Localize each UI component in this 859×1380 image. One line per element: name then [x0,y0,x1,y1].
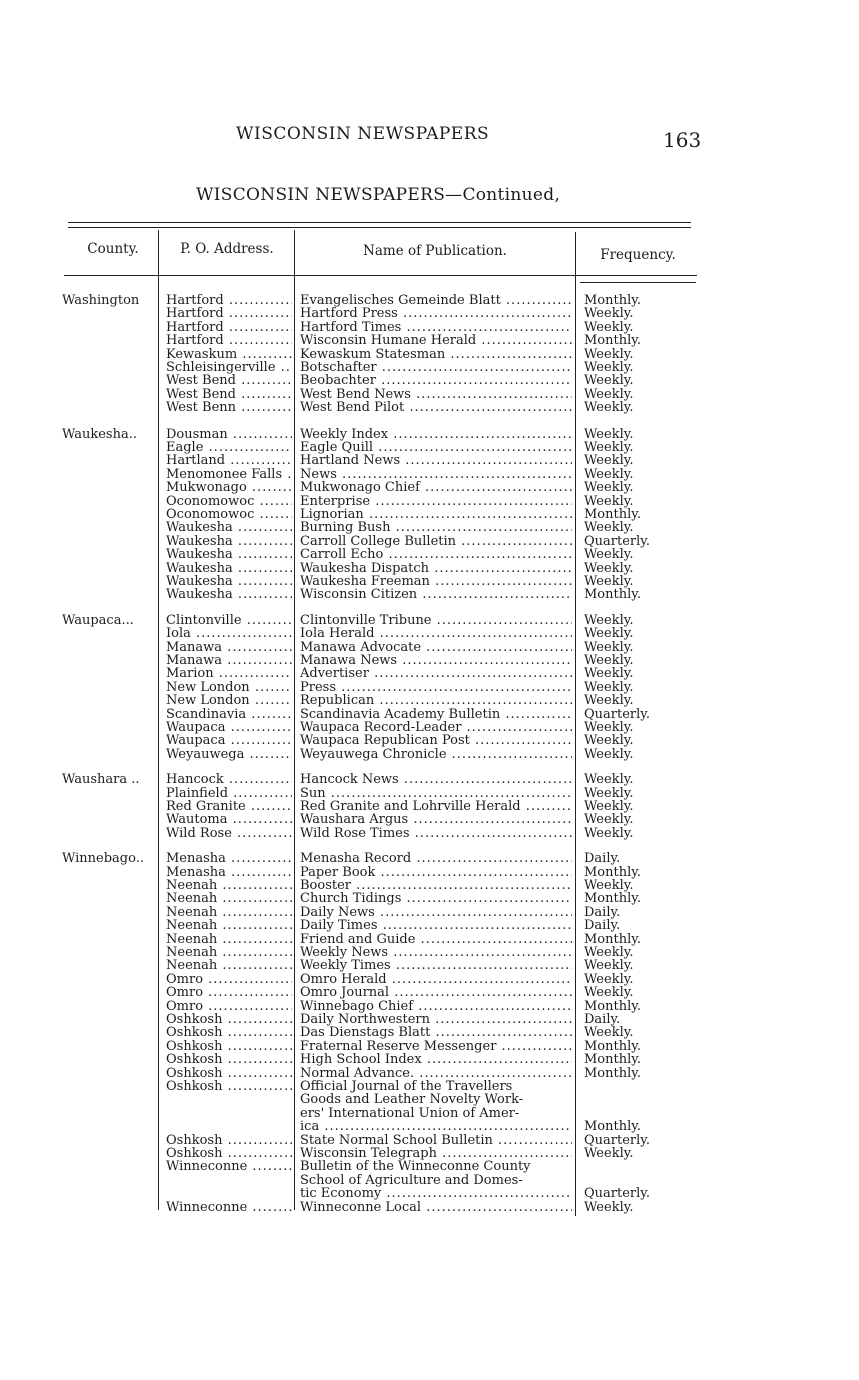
table-row [0,694,859,707]
table-row [0,562,859,575]
running-header: WISCONSIN NEWSPAPERS [236,124,490,144]
po-address-cell: Oshkosh ..... [166,1026,292,1039]
frequency-cell: Weekly. [584,666,634,682]
table-row [0,1134,859,1147]
frequency-cell: Daily. [584,918,621,934]
publication-cell: Waupaca Record-Leader ..... [300,721,572,734]
po-address-cell: West Benn ..... [166,401,292,414]
publication-cell: Paper Book ..... [300,866,572,879]
po-address-cell: Oshkosh ..... [166,1080,292,1093]
frequency-cell: Quarterly. [584,533,651,549]
frequency-cell: Weekly. [584,679,634,695]
table-row [0,508,859,521]
po-address-cell: Hartford ..... [166,321,292,334]
po-address-cell: Oshkosh ..... [166,1013,292,1026]
table-row [0,481,859,494]
table-row [0,721,859,734]
frequency-cell: Daily. [584,1012,621,1027]
table-row [0,748,859,761]
po-address-cell: Oshkosh ..... [166,1067,292,1080]
publication-cell: News ..... [300,468,572,481]
table-top-rule [68,222,691,223]
publication-cell: Kewaskum Statesman ..... [300,348,572,361]
po-address-cell: Oshkosh ..... [166,1040,292,1053]
frequency-cell: Weekly. [584,560,634,576]
table-row [0,667,859,680]
po-address-cell: Wautoma ..... [166,813,292,826]
frequency-cell: Weekly. [584,958,634,974]
publication-cell: Advertiser ..... [300,667,572,680]
publication-cell: West Bend News ..... [300,388,572,401]
table-row [0,575,859,588]
publication-cell: Wisconsin Telegraph ..... [300,1147,572,1160]
publication-cell: Booster ..... [300,879,572,892]
table-row [0,1013,859,1026]
publication-cell: Scandinavia Academy Bulletin ..... [300,708,572,721]
po-address-cell: Menomonee Falls ..... [166,468,292,481]
table-row [0,468,859,481]
table-row [0,1160,859,1173]
frequency-cell: Monthly. [584,864,642,880]
table-row [0,919,859,932]
table-row [0,321,859,334]
frequency-cell: Weekly. [584,400,634,416]
county-cell: Waushara .. [62,772,140,788]
table-row [0,1147,859,1160]
table-row [0,334,859,347]
po-address-cell: Hartford ..... [166,334,292,347]
publication-cell: Daily Times ..... [300,919,572,932]
publication-cell: ers' International Union of Amer- [300,1106,520,1121]
po-address-cell: Manawa ..... [166,641,292,654]
frequency-cell: Monthly. [584,293,642,308]
po-address-cell: Clintonville ..... [166,614,292,627]
po-address-cell: Neenah ..... [166,879,292,892]
po-address-cell: Oshkosh ..... [166,1134,292,1147]
po-address-cell: Winneconne ..... [166,1201,292,1214]
column-header-county: County. [87,241,139,257]
frequency-cell: Weekly. [584,547,634,563]
publication-cell: Waukesha Dispatch ..... [300,562,572,575]
publication-cell: Daily News ..... [300,906,572,919]
po-address-cell: Marion ..... [166,667,292,680]
frequency-cell: Monthly. [584,587,642,603]
table-row [0,1026,859,1039]
table-row [0,800,859,813]
po-address-cell: New London ..... [166,694,292,707]
publication-cell: Evangelisches Gemeinde Blatt ..... [300,294,572,307]
table-row [0,681,859,694]
frequency-cell: Weekly. [584,574,634,589]
publication-cell: Iola Herald ..... [300,627,572,640]
table-row [0,588,859,601]
po-address-cell: West Bend ..... [166,374,292,387]
frequency-cell: Weekly. [584,733,634,749]
frequency-cell: Weekly. [584,346,634,362]
table-row [0,495,859,508]
publication-cell: Waupaca Republican Post ..... [300,734,572,747]
po-address-cell: Hancock ..... [166,773,292,786]
frequency-cell: Monthly. [584,1119,642,1135]
po-address-cell: Winneconne ..... [166,1160,292,1173]
po-address-cell: Plainfield ..... [166,787,292,800]
publication-cell: Burning Bush ..... [300,521,572,534]
frequency-cell: Weekly. [584,1146,634,1161]
publication-cell: tic Economy ..... [300,1187,572,1200]
table-row [0,361,859,374]
table-row [0,787,859,800]
po-address-cell: Omro ..... [166,986,292,999]
po-address-cell: Wild Rose ..... [166,827,292,840]
po-address-cell: Neenah ..... [166,959,292,972]
table-row [0,986,859,999]
table-row [0,535,859,548]
table-row [0,1067,859,1080]
publication-cell: Hartland News ..... [300,454,572,467]
po-address-cell: Eagle ..... [166,441,292,454]
po-address-cell: Omro ..... [166,973,292,986]
publication-cell: Wisconsin Humane Herald ..... [300,334,572,347]
po-address-cell: Oshkosh ..... [166,1053,292,1066]
po-address-cell: Hartford ..... [166,307,292,320]
publication-cell: Beobachter ..... [300,374,572,387]
publication-cell: Weekly News ..... [300,946,572,959]
publication-cell: Omro Journal ..... [300,986,572,999]
table-row [0,852,859,865]
frequency-cell: Weekly. [584,520,634,536]
frequency-cell: Weekly. [584,373,634,389]
table-row [0,879,859,892]
publication-cell: Manawa Advocate ..... [300,641,572,654]
frequency-cell: Weekly. [584,386,634,402]
po-address-cell: Waukesha ..... [166,535,292,548]
table-row [0,1093,859,1106]
table-row [0,548,859,561]
table-row [0,641,859,654]
po-address-cell: Waukesha ..... [166,548,292,561]
publication-cell: Carroll College Bulletin ..... [300,535,572,548]
publication-cell: Fraternal Reserve Messenger ..... [300,1040,572,1053]
table-row [0,294,859,307]
county-cell: Waupaca... [62,612,134,628]
publication-cell: Republican ..... [300,694,572,707]
frequency-cell: Quarterly. [584,1132,651,1148]
frequency-cell: Daily. [584,904,621,920]
publication-cell: Winneconne Local ..... [300,1201,572,1214]
frequency-cell: Weekly. [584,945,634,960]
publication-cell: Botschafter ..... [300,361,572,374]
frequency-cell: Weekly. [584,426,634,442]
table-row [0,1000,859,1013]
table-row [0,401,859,414]
po-address-cell: Oconomowoc ..... [166,508,292,521]
publication-cell: Weyauwega Chronicle ..... [300,748,572,761]
publication-cell: Carroll Echo ..... [300,548,572,561]
publication-cell: Manawa News ..... [300,654,572,667]
column-header-po-address: P. O. Address. [180,241,274,257]
po-address-cell: Waukesha ..... [166,521,292,534]
table-row [0,614,859,627]
po-address-cell: New London ..... [166,681,292,694]
frequency-cell: Weekly. [584,825,634,841]
po-address-cell: Neenah ..... [166,919,292,932]
publication-cell: West Bend Pilot ..... [300,401,572,414]
publication-cell: Friend and Guide ..... [300,933,572,946]
publication-cell: Daily Northwestern ..... [300,1013,572,1026]
po-address-cell: Dousman ..... [166,428,292,441]
po-address-cell: Omro ..... [166,1000,292,1013]
county-cell: Washington [62,293,140,308]
po-address-cell: Hartford ..... [166,294,292,307]
publication-cell: Hartford Press ..... [300,307,572,320]
po-address-cell: Oconomowoc ..... [166,495,292,508]
table-top-rule-2 [68,227,691,228]
frequency-cell: Weekly. [584,812,634,828]
po-address-cell: Kewaskum ..... [166,348,292,361]
po-address-cell: Manawa ..... [166,654,292,667]
table-row [0,866,859,879]
table-row [0,708,859,721]
table-row [0,1187,859,1200]
publication-cell: Waukesha Freeman ..... [300,575,572,588]
publication-cell: Red Granite and Lohrville Herald ..... [300,800,572,813]
table-row [0,933,859,946]
column-header-publication: Name of Publication. [363,243,507,259]
table-row [0,454,859,467]
page-number: 163 [663,128,702,152]
table-row [0,521,859,534]
publication-cell: Das Dienstags Blatt ..... [300,1026,572,1039]
frequency-cell: Quarterly. [584,1186,651,1202]
table-row [0,892,859,905]
frequency-cell: Quarterly. [584,706,651,722]
publication-cell: State Normal School Bulletin ..... [300,1134,572,1147]
publication-cell: Hartford Times ..... [300,321,572,334]
frequency-cell: Weekly. [584,306,634,322]
frequency-cell: Weekly. [584,440,634,455]
publication-cell: Lignorian ..... [300,508,572,521]
frequency-cell: Daily. [584,851,621,867]
publication-cell: Wild Rose Times ..... [300,827,572,840]
publication-cell: Weekly Index ..... [300,428,572,441]
table-row [0,1053,859,1066]
publication-cell: Waushara Argus ..... [300,813,572,826]
table-row [0,627,859,640]
frequency-cell: Weekly. [584,693,634,709]
frequency-cell: Weekly. [584,772,634,788]
publication-cell: Official Journal of the Travellers [300,1080,513,1094]
po-address-cell: Mukwonago ..... [166,481,292,494]
po-address-cell: Menasha ..... [166,852,292,865]
publication-cell: Hancock News ..... [300,773,572,786]
frequency-cell: Monthly. [584,998,642,1014]
frequency-cell: Monthly. [584,1038,642,1054]
county-cell: Winnebago.. [62,851,144,867]
publication-cell: Sun ..... [300,787,572,800]
table-row [0,946,859,959]
po-address-cell: Waukesha ..... [166,575,292,588]
frequency-cell: Weekly. [584,653,634,668]
po-address-cell: Neenah ..... [166,906,292,919]
table-row [0,734,859,747]
table-row [0,1040,859,1053]
frequency-cell: Monthly. [584,333,642,349]
table-row [0,374,859,387]
publication-cell: Clintonville Tribune ..... [300,614,572,627]
table-row [0,441,859,454]
table-row [0,654,859,667]
frequency-cell: Weekly. [584,1199,634,1215]
frequency-cell: Weekly. [584,612,634,628]
frequency-cell: Weekly. [584,453,634,469]
frequency-cell: Weekly. [584,799,634,814]
po-address-cell: Hartland ..... [166,454,292,467]
table-row [0,973,859,986]
po-address-cell: Neenah ..... [166,892,292,905]
frequency-cell: Monthly. [584,507,642,522]
table-row [0,348,859,361]
publication-cell: Goods and Leather Novelty Work- [300,1093,524,1107]
table-row [0,1201,859,1214]
publication-cell: Bulletin of the Winneconne County [300,1160,531,1174]
po-address-cell: Neenah ..... [166,946,292,959]
frequency-cell: Weekly. [584,971,634,987]
table-row [0,428,859,441]
table-row [0,906,859,919]
frequency-cell: Weekly. [584,319,634,335]
frequency-cell: Weekly. [584,985,634,1001]
publication-cell: Wisconsin Citizen ..... [300,588,572,601]
po-address-cell: Waukesha ..... [166,562,292,575]
publication-cell: Press ..... [300,681,572,694]
table-title: WISCONSIN NEWSPAPERS—Continued, [196,185,561,205]
po-address-cell: Red Granite ..... [166,800,292,813]
publication-cell: Church Tidings ..... [300,892,572,905]
publication-cell: ica ..... [300,1120,572,1133]
frequency-cell: Weekly. [584,466,634,482]
frequency-cell: Weekly. [584,878,634,893]
po-address-cell: Waupaca ..... [166,734,292,747]
frequency-cell: Weekly. [584,785,634,801]
publication-cell: Enterprise ..... [300,495,572,508]
publication-cell: Mukwonago Chief ..... [300,481,572,494]
po-address-cell: Scandinavia ..... [166,708,292,721]
publication-cell: Winnebago Chief ..... [300,1000,572,1013]
frequency-cell: Monthly. [584,1065,642,1081]
table-row [0,307,859,320]
table-row [0,1080,859,1093]
po-address-cell: Waupaca ..... [166,721,292,734]
frequency-cell: Monthly. [584,891,642,907]
table-row [0,1120,859,1133]
publication-cell: Normal Advance. ..... [300,1067,572,1080]
publication-cell: Menasha Record ..... [300,852,572,865]
frequency-cell: Monthly. [584,1052,642,1068]
table-row [0,827,859,840]
table-row [0,388,859,401]
frequency-cell: Weekly. [584,639,634,655]
po-address-cell: Neenah ..... [166,933,292,946]
frequency-cell: Weekly. [584,1025,634,1041]
publication-cell: Omro Herald ..... [300,973,572,986]
po-address-cell: Waukesha ..... [166,588,292,601]
po-address-cell: Schleisingerville ..... [166,361,292,374]
po-address-cell: Iola ..... [166,627,292,640]
publication-cell: School of Agriculture and Domes- [300,1173,523,1188]
frequency-cell: Weekly. [584,493,634,509]
publication-cell: Weekly Times ..... [300,959,572,972]
table-row [0,773,859,786]
frequency-cell: Weekly. [584,720,634,735]
frequency-cell: Monthly. [584,931,642,947]
table-row [0,813,859,826]
column-header-frequency: Frequency. [600,247,676,263]
table-row [0,1174,859,1187]
table-row [0,959,859,972]
frequency-cell: Weekly. [584,480,634,496]
po-address-cell: Weyauwega ..... [166,748,292,761]
po-address-cell: Menasha ..... [166,866,292,879]
frequency-cell: Weekly. [584,360,634,375]
frequency-cell: Weekly. [584,746,634,762]
po-address-cell: Oshkosh ..... [166,1147,292,1160]
publication-cell: High School Index ..... [300,1053,572,1066]
publication-cell: Eagle Quill ..... [300,441,572,454]
county-cell: Waukesha.. [62,426,137,442]
po-address-cell: West Bend ..... [166,388,292,401]
header-bottom-rule-2 [580,282,696,283]
frequency-cell: Weekly. [584,626,634,642]
table-row [0,1107,859,1120]
